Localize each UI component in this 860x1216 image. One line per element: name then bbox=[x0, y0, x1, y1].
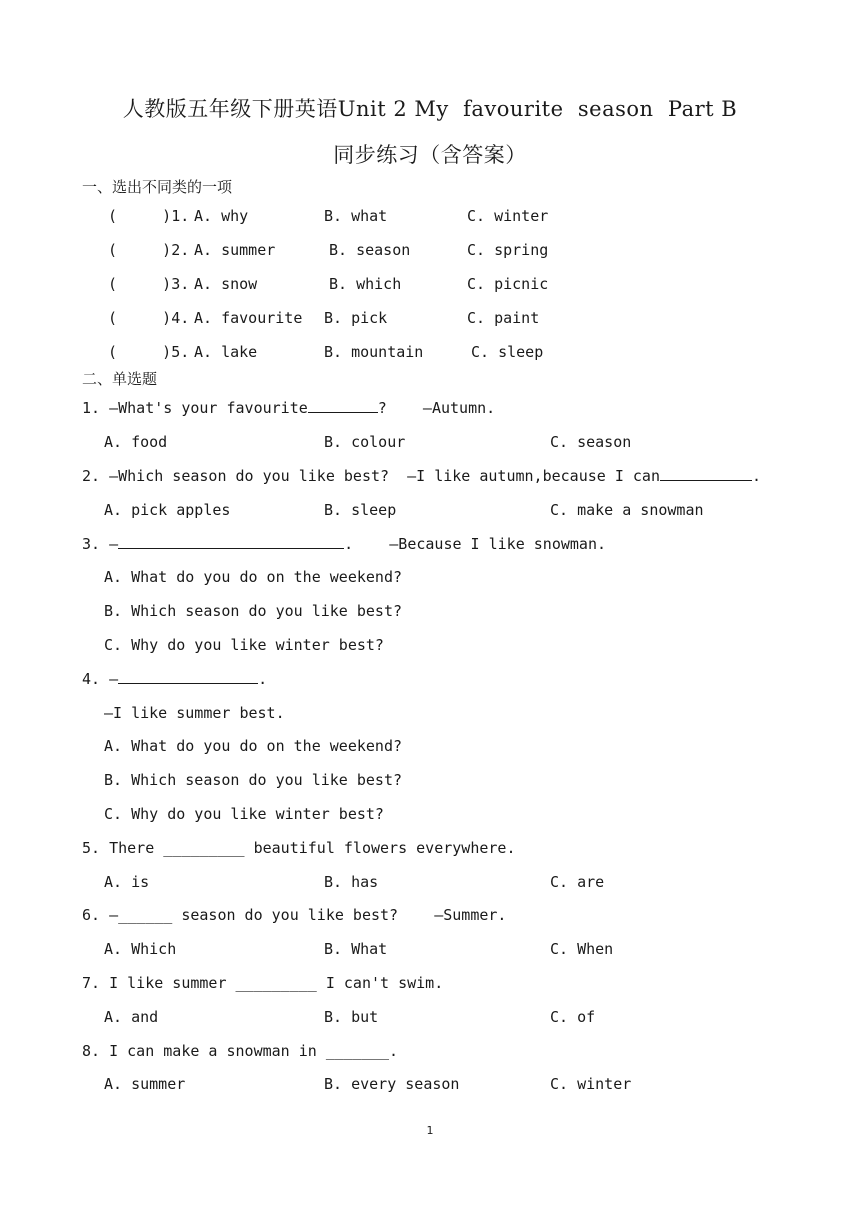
s2-q4-option-a: A. What do you do on the weekend? bbox=[104, 737, 403, 755]
s2-q7-option-b: B. but bbox=[324, 1008, 379, 1026]
s2-q3-option-c: C. Why do you like winter best? bbox=[104, 636, 384, 654]
s2-q1-stem-post: ? —Autumn. bbox=[377, 399, 496, 417]
s2-q2-option-a: A. pick apples bbox=[104, 501, 231, 519]
s1-q4-option-a: A. favourite bbox=[194, 309, 303, 327]
s1-q2-option-a: A. summer bbox=[194, 241, 276, 259]
s2-q3-stem-post: . —Because I like snowman. bbox=[344, 535, 607, 553]
document-title-line1: 人教版五年级下册英语Unit 2 My favourite season Part B bbox=[122, 97, 738, 121]
s2-q6-option-a: A. Which bbox=[104, 940, 177, 958]
s1-q3-option-b: B. which bbox=[329, 275, 402, 293]
s2-q4-option-b: B. Which season do you like best? bbox=[104, 771, 403, 789]
s2-q4-stem-pre: 4. — bbox=[82, 670, 119, 688]
s2-q1-option-b: B. colour bbox=[324, 433, 406, 451]
s2-q2-answer-blank bbox=[660, 467, 752, 481]
s1-q1-option-c: C. winter bbox=[467, 207, 549, 225]
s2-q7-option-c: C. of bbox=[550, 1008, 596, 1026]
s1-q2-prefix: ( )2. bbox=[108, 241, 190, 259]
s2-q6-option-c: C. When bbox=[550, 940, 614, 958]
s2-q4-stem-post: . bbox=[258, 670, 268, 688]
s2-q1-answer-blank bbox=[308, 399, 378, 413]
page-number: 1 bbox=[426, 1124, 434, 1137]
s2-q8-stem: 8. I can make a snowman in _______. bbox=[82, 1042, 399, 1060]
s2-q1-stem bbox=[82, 399, 495, 417]
s2-q2-stem bbox=[82, 467, 761, 485]
s1-q4-option-c: C. paint bbox=[467, 309, 540, 327]
s2-q7-stem: 7. I like summer _________ I can't swim. bbox=[82, 974, 444, 992]
s1-q3-prefix: ( )3. bbox=[108, 275, 190, 293]
s1-q5-prefix: ( )5. bbox=[108, 343, 190, 361]
s1-q5-option-b: B. mountain bbox=[324, 343, 424, 361]
s2-q8-option-b: B. every season bbox=[324, 1075, 460, 1093]
s2-q6-option-b: B. What bbox=[324, 940, 388, 958]
s1-q4-prefix: ( )4. bbox=[108, 309, 190, 327]
s1-q4-option-b: B. pick bbox=[324, 309, 388, 327]
s2-q3-option-a: A. What do you do on the weekend? bbox=[104, 568, 403, 586]
s2-q4-reply: —I like summer best. bbox=[104, 704, 285, 722]
s2-q1-stem-pre: 1. —What's your favourite bbox=[82, 399, 308, 417]
s1-q1-option-b: B. what bbox=[324, 207, 388, 225]
section2-heading: 二、单选题 bbox=[82, 370, 158, 388]
s2-q5-option-a: A. is bbox=[104, 873, 150, 891]
s1-q2-option-c: C. spring bbox=[467, 241, 549, 259]
s2-q5-stem: 5. There _________ beautiful flowers everywhere. bbox=[82, 839, 516, 857]
s2-q2-stem-pre: 2. —Which season do you like best? —I like autumn,because I can bbox=[82, 467, 660, 485]
document-title-line2: 同步练习（含答案） bbox=[333, 143, 527, 167]
s2-q1-option-c: C. season bbox=[550, 433, 632, 451]
s2-q3-stem bbox=[82, 535, 606, 553]
s2-q6-stem: 6. —______ season do you like best? —Summer. bbox=[82, 906, 507, 924]
s2-q1-option-a: A. food bbox=[104, 433, 168, 451]
s2-q4-option-c: C. Why do you like winter best? bbox=[104, 805, 384, 823]
section1-heading: 一、选出不同类的一项 bbox=[82, 178, 233, 196]
s2-q4-stem bbox=[82, 670, 267, 688]
s2-q3-option-b: B. Which season do you like best? bbox=[104, 602, 403, 620]
s2-q8-option-c: C. winter bbox=[550, 1075, 632, 1093]
s2-q7-option-a: A. and bbox=[104, 1008, 159, 1026]
s1-q1-prefix: ( )1. bbox=[108, 207, 190, 225]
s2-q8-option-a: A. summer bbox=[104, 1075, 186, 1093]
s1-q3-option-c: C. picnic bbox=[467, 275, 549, 293]
s2-q3-stem-pre: 3. — bbox=[82, 535, 119, 553]
s2-q5-option-b: B. has bbox=[324, 873, 379, 891]
s1-q2-option-b: B. season bbox=[329, 241, 411, 259]
s2-q2-option-c: C. make a snowman bbox=[550, 501, 704, 519]
s2-q3-answer-blank bbox=[118, 535, 344, 549]
s2-q4-answer-blank bbox=[118, 670, 258, 684]
s2-q2-option-b: B. sleep bbox=[324, 501, 397, 519]
s1-q1-option-a: A. why bbox=[194, 207, 249, 225]
s2-q2-stem-post: . bbox=[751, 467, 761, 485]
s1-q5-option-c: C. sleep bbox=[471, 343, 544, 361]
s1-q3-option-a: A. snow bbox=[194, 275, 258, 293]
s1-q5-option-a: A. lake bbox=[194, 343, 258, 361]
s2-q5-option-c: C. are bbox=[550, 873, 605, 891]
